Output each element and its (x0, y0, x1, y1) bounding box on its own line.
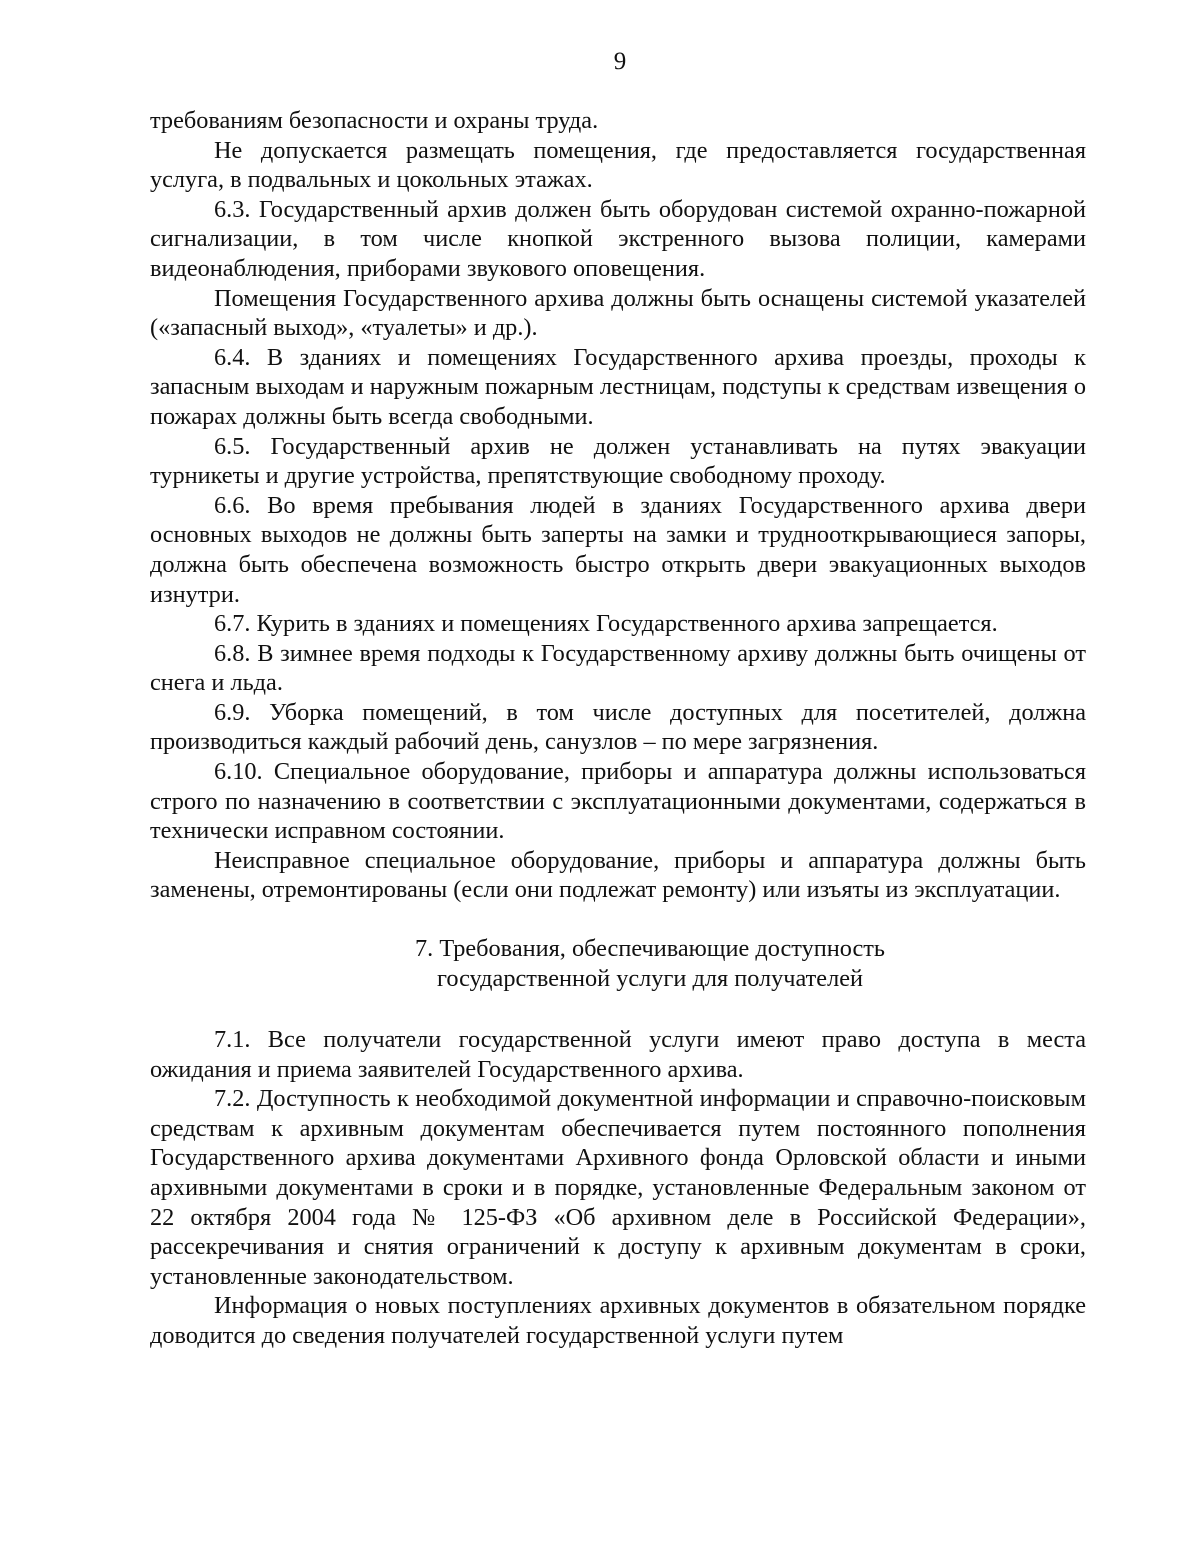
paragraph: 7.2. Доступность к необходимой документной информации и справочно-поисковым средствам к архивным документам обеспечивается путем постоянного пополнения Государственного архива документами Архивного фонда Орловской области и иными архивными документами в сроки и в порядке, установленные Федеральным законом от 22 октября 2004 года № 125-ФЗ «Об архивном деле в Российской Федерации», рассекречивания и снятия ограничений к доступу к архивным документам в сроки, установленные законодательством. (150, 1085, 1086, 1290)
paragraph: Информация о новых поступлениях архивных документов в обязательном порядке доводится до сведения получателей государственной услуги путем (150, 1292, 1086, 1349)
paragraph: 6.5. Государственный архив не должен устанавливать на путях эвакуации турникеты и другие устройства, препятствующие свободному проходу. (150, 432, 1086, 490)
paragraph: Неисправное специальное оборудование, приборы и аппаратура должны быть заменены, отремонтированы (если они подлежат ремонту) или изъяты из эксплуатации. (150, 846, 1086, 904)
paragraph: 6.7. Курить в зданиях и помещениях Государственного архива запрещается. (214, 610, 998, 638)
section-heading (150, 934, 1086, 994)
section-heading-line-1: 7. Требования, обеспечивающие доступность (415, 935, 885, 963)
section-6-continued (150, 106, 1086, 905)
paragraph: 6.4. В зданиях и помещениях Государственного архива проезды, проходы к запасным выходам и наружным пожарным лестницам, подступы к средствам извещения о пожарах должны быть всегда свободными. (150, 343, 1086, 430)
paragraph: 6.6. Во время пребывания людей в зданиях Государственного архива двери основных выходов не должны быть заперты на замки и труднооткрывающиеся запоры, должна быть обеспечена возможность быстро открыть двери эвакуационных выходов изнутри. (150, 491, 1086, 608)
paragraph: 6.8. В зимнее время подходы к Государственному архиву должны быть очищены от снега и льда. (150, 639, 1086, 697)
paragraph: 6.10. Специальное оборудование, приборы и аппаратура должны использоваться строго по назначению в соответствии с эксплуатационными документами, содержаться в технически исправном состоянии. (150, 758, 1086, 845)
paragraph: Не допускается размещать помещения, где предоставляется государственная услуга, в подвальных и цокольных этажах. (150, 136, 1086, 194)
section-7 (150, 1025, 1086, 1351)
paragraph: 6.9. Уборка помещений, в том числе доступных для посетителей, должна производиться каждый рабочий день, санузлов – по мере загрязнения. (150, 698, 1086, 756)
document-body (150, 106, 1086, 1351)
paragraph: Помещения Государственного архива должны быть оснащены системой указателей («запасный выход», «туалеты» и др.). (150, 284, 1086, 342)
paragraph: 6.3. Государственный архив должен быть оборудован системой охранно-пожарной сигнализации, в том числе кнопкой экстренного вызова полиции, камерами видеонаблюдения, приборами звукового оповещения. (150, 195, 1086, 282)
page-number: 9 (613, 48, 627, 75)
paragraph: 7.1. Все получатели государственной услуги имеют право доступа в места ожидания и приема заявителей Государственного архива. (150, 1026, 1086, 1083)
section-heading-line-2: государственной услуги для получателей (436, 965, 863, 993)
paragraph: требованиям безопасности и охраны труда. (150, 107, 599, 134)
